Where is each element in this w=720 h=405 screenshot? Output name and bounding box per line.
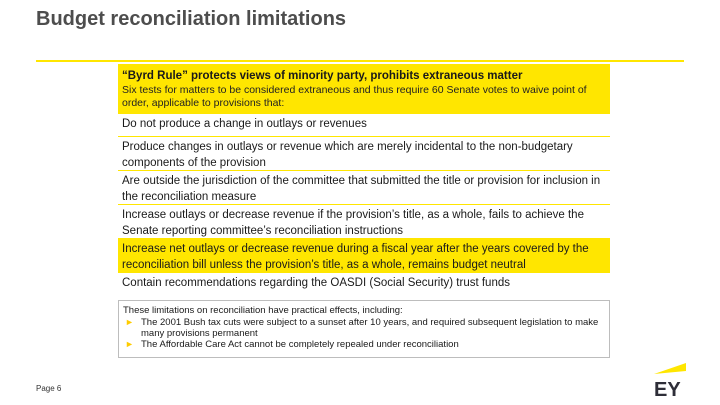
ey-logo-beam (654, 363, 686, 374)
note-bullet-text: The 2001 Bush tax cuts were subject to a sunset after 10 years, and required subsequent legislation to make many provisions permanent (141, 317, 599, 339)
note-bullet-list (123, 317, 605, 350)
note-bullet-1 (123, 317, 605, 339)
page-number: Page 6 (36, 384, 62, 393)
note-bullet-2 (123, 339, 605, 350)
note-bullet-text: The Affordable Care Act cannot be completely repealed under reconciliation (141, 339, 459, 350)
bullet-arrow-icon: ► (125, 317, 134, 327)
slide-title: Budget reconciliation limitations (36, 8, 347, 30)
ey-logo-text: EY (654, 379, 681, 400)
practical-effects-note (118, 300, 610, 358)
test-item-4: Increase outlays or decrease revenue if the provision’s title, as a whole, fails to achieve the Senate reporting committee’s reconciliation instructions (118, 205, 610, 238)
test-item-2: Produce changes in outlays or revenue which are merely incidental to the non-budgetary components of the provision (118, 137, 610, 170)
byrd-rule-header (122, 69, 606, 110)
test-item-3: Are outside the jurisdiction of the committee that submitted the title or provision for inclusion in the reconciliation measure (118, 171, 610, 204)
note-intro: These limitations on reconciliation have practical effects, including: (123, 305, 403, 316)
test-item-6: Contain recommendations regarding the OASDI (Social Security) trust funds (118, 273, 610, 294)
byrd-rule-heading: “Byrd Rule” protects views of minority party, prohibits extraneous matter (122, 70, 523, 82)
test-item-1: Do not produce a change in outlays or revenues (118, 114, 610, 136)
byrd-rule-box (118, 64, 610, 294)
bullet-arrow-icon: ► (125, 339, 134, 349)
ey-logo (648, 360, 688, 400)
byrd-rule-subheading: Six tests for matters to be considered extraneous and thus require 60 Senate votes to waive point of order, applicable to provisions that: (122, 84, 587, 109)
test-item-5: Increase net outlays or decrease revenue during a fiscal year after the years covered by the reconciliation bill unless the provision’s title, as a whole, remains budget neutral (118, 239, 610, 272)
title-accent-line (36, 60, 684, 62)
